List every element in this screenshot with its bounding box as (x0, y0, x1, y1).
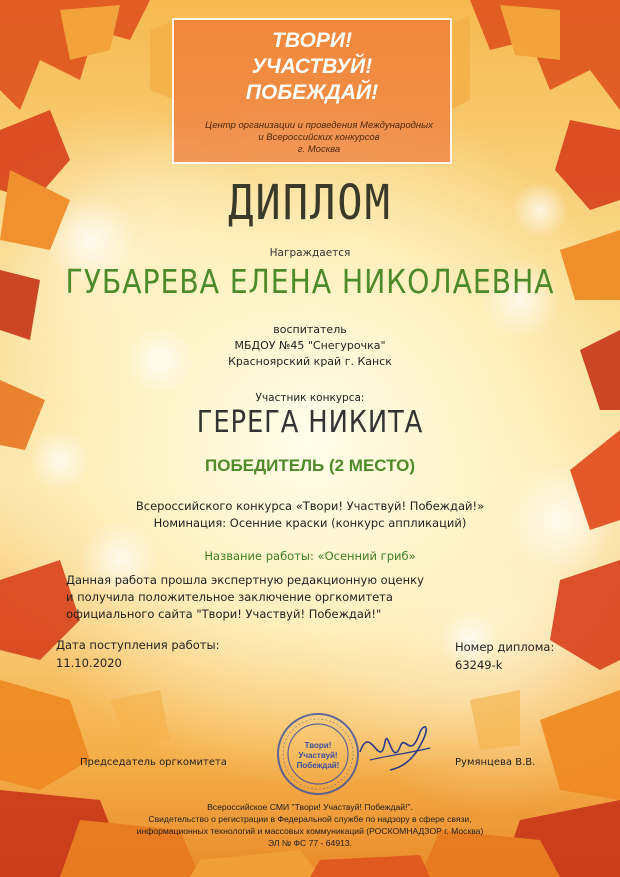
chair-label: Председатель оргкомитета (80, 757, 227, 768)
contest-name: Всероссийского конкурса «Твори! Участвуй! Побеждай!» (135, 499, 485, 513)
participant-name: ГЕРЕГА НИКИТА (196, 405, 424, 440)
footer-line: Всероссийское СМИ "Твори! Участвуй! Побеждай!". (207, 802, 413, 812)
logo-subtitle-line: и Всероссийских конкурсов (258, 132, 380, 143)
date-value: 11.10.2020 (56, 656, 122, 670)
recipient-location: Красноярский край г. Канск (228, 355, 392, 368)
diploma-number-label: Номер диплома: (455, 640, 555, 654)
stamp-text-line: Твори! (304, 741, 332, 750)
recipient-position: воспитатель (273, 323, 347, 336)
contest-nomination: Номинация: Осенние краски (конкурс аппликаций) (153, 516, 467, 530)
footer-line: Свидетельство о регистрации в Федеральной службе по надзору в сфере связи, (148, 814, 472, 824)
official-stamp (276, 712, 360, 796)
awarded-label: Награждается (269, 247, 351, 259)
logo-subtitle-line: Центр организации и проведения Международных (205, 120, 433, 131)
recipient-organization: МБДОУ №45 "Снегурочка" (234, 339, 386, 352)
footer-registration (0, 801, 620, 849)
signature (350, 712, 440, 782)
footer-line: ЭЛ № ФС 77 - 64913. (267, 838, 353, 848)
logo-title-line: УЧАСТВУЙ! (251, 55, 373, 78)
review-line: официального сайта "Твори! Участвуй! Побеждай!" (66, 607, 382, 621)
recipient-info (0, 322, 620, 370)
stamp-text-line: Побеждай! (296, 761, 340, 770)
participant-label: Участник конкурса: (255, 392, 365, 404)
logo-subtitle (204, 120, 434, 156)
stamp-text-line: Участвуй! (298, 751, 338, 760)
logo-title (174, 28, 450, 106)
logo-block (172, 18, 452, 164)
chair-name: Румянцева В.В. (455, 757, 536, 768)
logo-title-line: ТВОРИ! (272, 29, 352, 52)
review-line: Данная работа прошла экспертную редакционную оценку (66, 573, 424, 587)
diploma-number-value: 63249-k (455, 658, 503, 672)
work-title: Название работы: «Осенний гриб» (204, 549, 416, 563)
contest-info (0, 498, 620, 532)
review-text (66, 572, 424, 623)
footer-line: информационных технологий и массовых коммуникаций (РОСКОМНАДЗОР г. Москва) (136, 826, 484, 836)
result-badge: ПОБЕДИТЕЛЬ (2 МЕСТО) (205, 456, 415, 475)
diploma-title: ДИПЛОМ (228, 174, 392, 231)
date-label: Дата поступления работы: (56, 638, 220, 652)
recipient-name: ГУБАРЕВА ЕЛЕНА НИКОЛАЕВНА (65, 262, 555, 301)
logo-subtitle-line: г. Москва (297, 144, 341, 155)
logo-title-line: ПОБЕЖДАЙ! (245, 81, 379, 104)
review-line: и получила положительное заключение оргкомитета (66, 590, 393, 604)
